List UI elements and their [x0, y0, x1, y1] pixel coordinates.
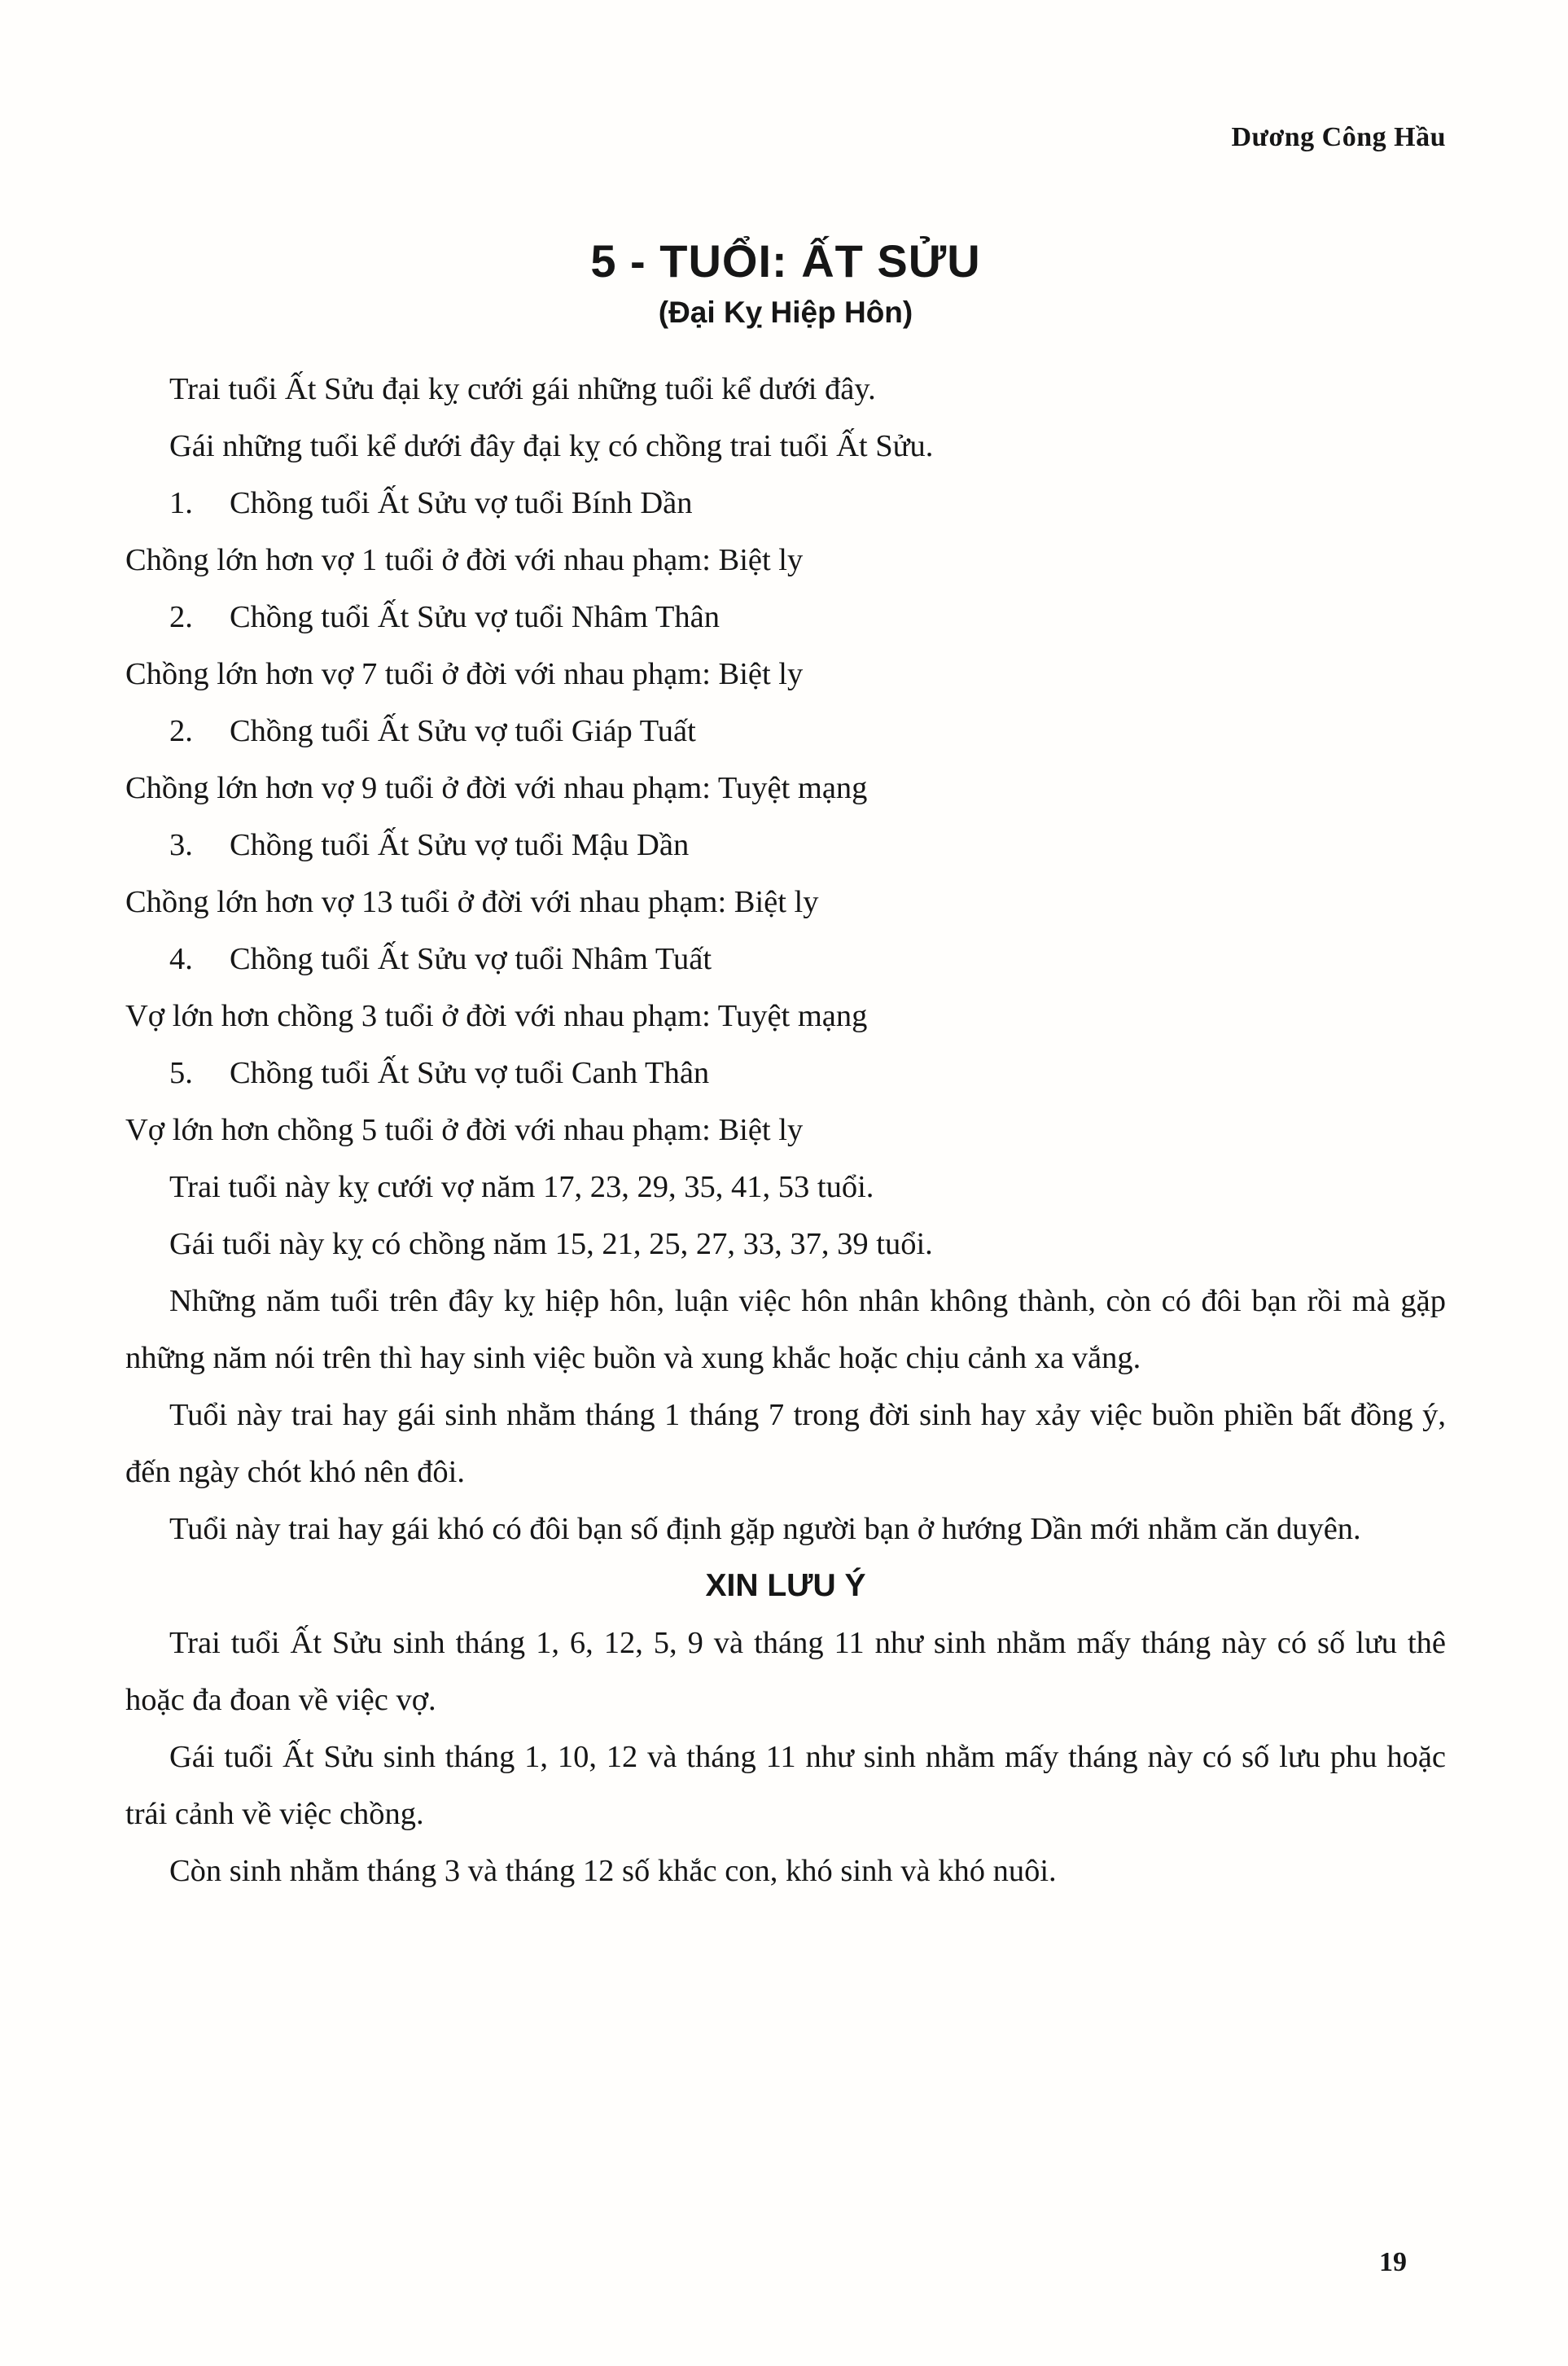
pair-number: 5. [169, 1056, 193, 1090]
pair-number: 2. [169, 600, 193, 634]
paragraph: Tuổi này trai hay gái khó có đôi bạn số định gặp người bạn ở hướng Dần mới nhằm căn duyên. [169, 1512, 1361, 1546]
note-paragraph: Còn sinh nhằm tháng 3 và tháng 12 số khắc con, khó sinh và khó nuôi. [169, 1854, 1057, 1888]
pair-number: 3. [169, 828, 193, 862]
pair-number: 2. [169, 714, 193, 748]
pair-detail: Vợ lớn hơn chồng 3 tuổi ở đời với nhau phạm: Tuyệt mạng [125, 999, 868, 1033]
taboo-years-line: Trai tuổi này kỵ cưới vợ năm 17, 23, 29, 35, 41, 53 tuổi. [169, 1170, 874, 1204]
pair-title: Chồng tuổi Ất Sửu vợ tuổi Giáp Tuất [230, 714, 696, 748]
pair-detail: Vợ lớn hơn chồng 5 tuổi ở đời với nhau phạm: Biệt ly [125, 1113, 804, 1147]
pair-title: Chồng tuổi Ất Sửu vợ tuổi Nhâm Thân [230, 600, 720, 634]
pair-title: Chồng tuổi Ất Sửu vợ tuổi Bính Dần [230, 486, 693, 520]
pair-title: Chồng tuổi Ất Sửu vợ tuổi Nhâm Tuất [230, 942, 712, 976]
pair-detail: Chồng lớn hơn vợ 7 tuổi ở đời với nhau phạm: Biệt ly [125, 657, 804, 691]
chapter-title: 5 - TUỔI: ẤT SỬU [590, 235, 981, 287]
page-number: 19 [1379, 2247, 1407, 2277]
taboo-years-line: Gái tuổi này kỵ có chồng năm 15, 21, 25, 27, 33, 37, 39 tuổi. [169, 1227, 933, 1261]
running-header-author: Dương Công Hầu [1231, 122, 1446, 152]
note-paragraph: Gái tuổi Ất Sửu sinh tháng 1, 10, 12 và tháng 11 như sinh nhằm mấy tháng này có số lưu phu hoặc trái cảnh về việc chồng. [125, 1740, 1446, 1831]
pair-title-line [125, 1045, 1446, 1102]
pair-number: 1. [169, 486, 193, 520]
pair-title-line [125, 703, 1446, 760]
pair-title: Chồng tuổi Ất Sửu vợ tuổi Mậu Dần [230, 828, 690, 862]
paragraph: Những năm tuổi trên đây kỵ hiệp hôn, luận việc hôn nhân không thành, còn có đôi bạn rồi mà gặp những năm nói trên thì hay sinh việc buồn và xung khắc hoặc chịu cảnh xa vắng. [125, 1284, 1446, 1375]
pair-title: Chồng tuổi Ất Sửu vợ tuổi Canh Thân [230, 1056, 710, 1090]
note-heading: XIN LƯU Ý [705, 1568, 866, 1603]
intro-line: Gái những tuổi kể dưới đây đại kỵ có chồng trai tuổi Ất Sửu. [169, 429, 934, 463]
pair-title-line [125, 817, 1446, 874]
pair-detail: Chồng lớn hơn vợ 9 tuổi ở đời với nhau phạm: Tuyệt mạng [125, 771, 868, 805]
note-paragraph: Trai tuổi Ất Sửu sinh tháng 1, 6, 12, 5, 9 và tháng 11 như sinh nhằm mấy tháng này có số lưu thê hoặc đa đoan về việc vợ. [125, 1626, 1446, 1717]
body-text [125, 361, 1446, 1899]
pair-detail: Chồng lớn hơn vợ 1 tuổi ở đời với nhau phạm: Biệt ly [125, 543, 804, 577]
pair-title-line [125, 475, 1446, 532]
page-content [125, 122, 1446, 1899]
chapter-subtitle: (Đại Kỵ Hiệp Hôn) [658, 296, 913, 329]
paragraph: Tuổi này trai hay gái sinh nhằm tháng 1 tháng 7 trong đời sinh hay xảy việc buồn phiền bất đồng ý, đến ngày chót khó nên đôi. [125, 1398, 1446, 1489]
pair-number: 4. [169, 942, 193, 976]
intro-line: Trai tuổi Ất Sửu đại kỵ cưới gái những tuổi kể dưới đây. [169, 372, 876, 406]
pair-detail: Chồng lớn hơn vợ 13 tuổi ở đời với nhau phạm: Biệt ly [125, 885, 819, 919]
pair-title-line [125, 589, 1446, 646]
pair-title-line [125, 931, 1446, 988]
